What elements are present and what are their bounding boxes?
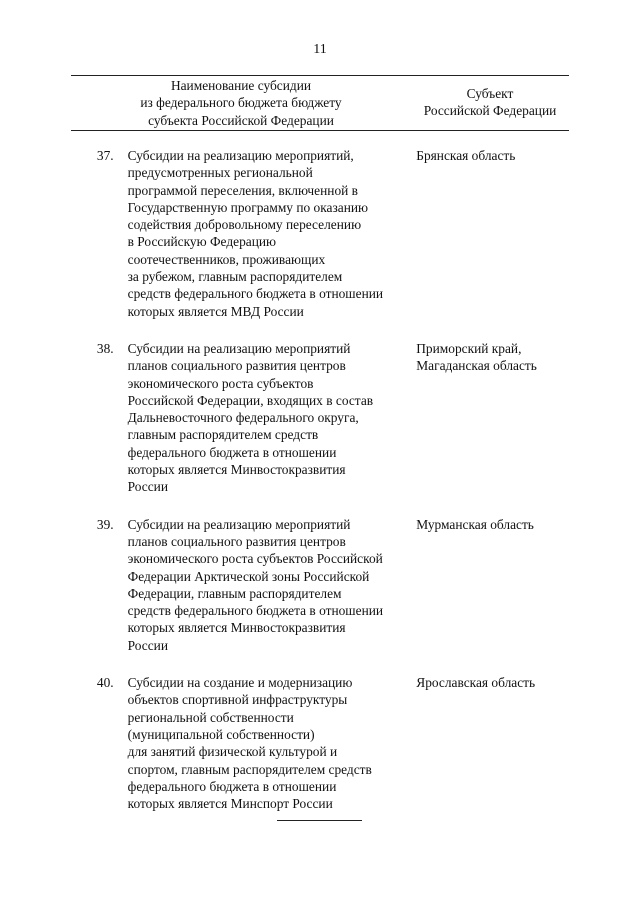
table-header bbox=[71, 75, 569, 131]
federation-subject: Мурманская область bbox=[416, 516, 534, 532]
table-row bbox=[71, 674, 569, 812]
header-subsidy-name: Наименование субсидии из федерального бюджета бюджету субъекта Российской Федерации bbox=[140, 78, 342, 128]
subsidy-name: Субсидии на создание и модернизацию объектов спортивной инфраструктуры региональной собственности (муниципальной собственности) для занятий физической культурой и спортом, главным распорядителем средств федерального бюджета в отношении которых является Минспорт России bbox=[127, 675, 372, 812]
row-number: 37. bbox=[96, 148, 114, 163]
table-row bbox=[71, 516, 569, 654]
page-number: 11 bbox=[313, 42, 327, 57]
federation-subject: Брянская область bbox=[416, 148, 516, 163]
header-subject: Субъект Российской Федерации bbox=[423, 86, 557, 119]
subsidy-name: Субсидии на реализацию мероприятий планов социального развития центров экономического роста субъектов Российской Федерации, входящих в состав Дальневосточного федерального округа, главным распорядителем средств федерального бюджета в отношении которых является Минвостокразвития России bbox=[127, 340, 374, 495]
subsidy-list bbox=[71, 147, 569, 832]
subsidy-name: Субсидии на реализацию мероприятий планов социального развития центров экономического роста субъектов Российской Федерации Арктической зоны Российской Федерации, главным распорядителем средств федерального бюджета в отношении которых является Минвостокразвития России bbox=[127, 516, 384, 653]
table-row bbox=[71, 147, 569, 320]
subsidy-name: Субсидии на реализацию мероприятий, предусмотренных региональной программой переселения, включенной в Государственную программу по оказанию содействия добровольному переселению в Российскую Федерацию соотечественников, проживающих за рубежом, главным распорядителем средств федерального бюджета в отношении которых является МВД России bbox=[127, 148, 384, 319]
row-number: 38. bbox=[96, 340, 114, 356]
table-row bbox=[71, 340, 569, 496]
row-number: 39. bbox=[96, 516, 114, 532]
row-number: 40. bbox=[96, 675, 114, 691]
end-divider bbox=[277, 820, 362, 821]
federation-subject: Ярославская область bbox=[416, 675, 536, 691]
federation-subject: Приморский край, Магаданская область bbox=[416, 340, 537, 374]
